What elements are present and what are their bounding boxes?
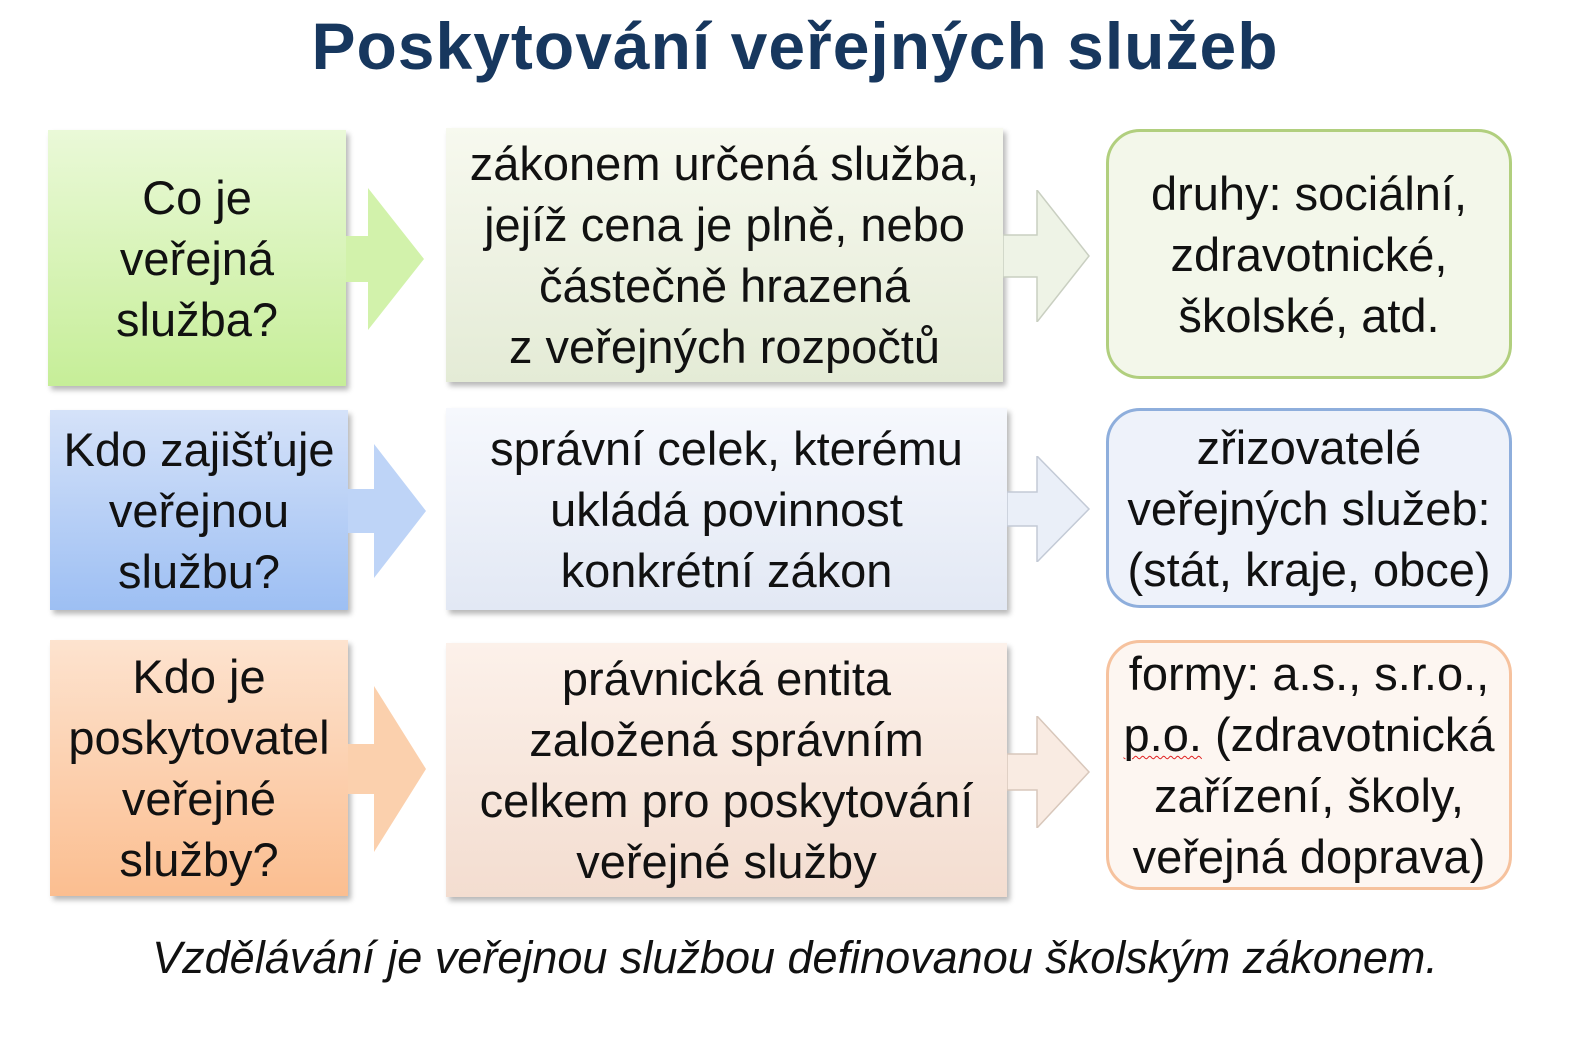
question-text-2: Kdo zajišťuje veřejnou službu? bbox=[63, 422, 335, 598]
detail-text-3 bbox=[1124, 643, 1495, 887]
arrow-icon bbox=[1003, 190, 1091, 322]
footer-note: Vzdělávání je veřejnou službou definovanou školským zákonem. bbox=[152, 932, 1438, 983]
answer-box-3 bbox=[446, 643, 1007, 897]
question-box-1 bbox=[48, 130, 346, 386]
spellcheck-underline: p.o. bbox=[1123, 708, 1202, 761]
diagram-title: Poskytování veřejných služeb bbox=[311, 9, 1279, 83]
answer-box-1 bbox=[446, 128, 1003, 382]
arrow-icon bbox=[348, 686, 428, 852]
answer-text-2: správní celek, kterému ukládá povinnost konkrétní zákon bbox=[490, 421, 963, 597]
arrow-icon bbox=[346, 188, 426, 330]
detail-line-4: veřejná doprava) bbox=[1132, 830, 1486, 883]
detail-line-2 bbox=[1124, 708, 1495, 761]
question-text-3: Kdo je poskytovatel veřejné služby? bbox=[68, 650, 330, 886]
answer-box-2 bbox=[446, 408, 1007, 610]
arrow-icon bbox=[1007, 716, 1091, 828]
detail-line-1: formy: a.s., s.r.o., bbox=[1128, 647, 1490, 700]
question-text-1: Co je veřejná služba? bbox=[116, 170, 278, 346]
detail-line-2-rest: (zdravotnická bbox=[1201, 708, 1495, 761]
arrow-icon bbox=[348, 444, 428, 578]
detail-box-3 bbox=[1106, 640, 1512, 890]
detail-line-3: zařízení, školy, bbox=[1154, 769, 1464, 822]
detail-text-2: zřizovatelé veřejných služeb: (stát, kraje, obce) bbox=[1127, 420, 1491, 596]
answer-text-3: právnická entita založená správním celkem pro poskytování veřejné služby bbox=[479, 652, 974, 888]
question-box-2 bbox=[50, 410, 348, 610]
answer-text-1: zákonem určená služba, jejíž cena je plně, nebo částečně hrazená z veřejných rozpočtů bbox=[469, 137, 980, 373]
detail-text-1: druhy: sociální, zdravotnické, školské, atd. bbox=[1150, 166, 1468, 342]
arrow-icon bbox=[1007, 456, 1091, 562]
detail-box-2 bbox=[1106, 408, 1512, 608]
question-box-3 bbox=[50, 640, 348, 896]
detail-box-1 bbox=[1106, 129, 1512, 379]
